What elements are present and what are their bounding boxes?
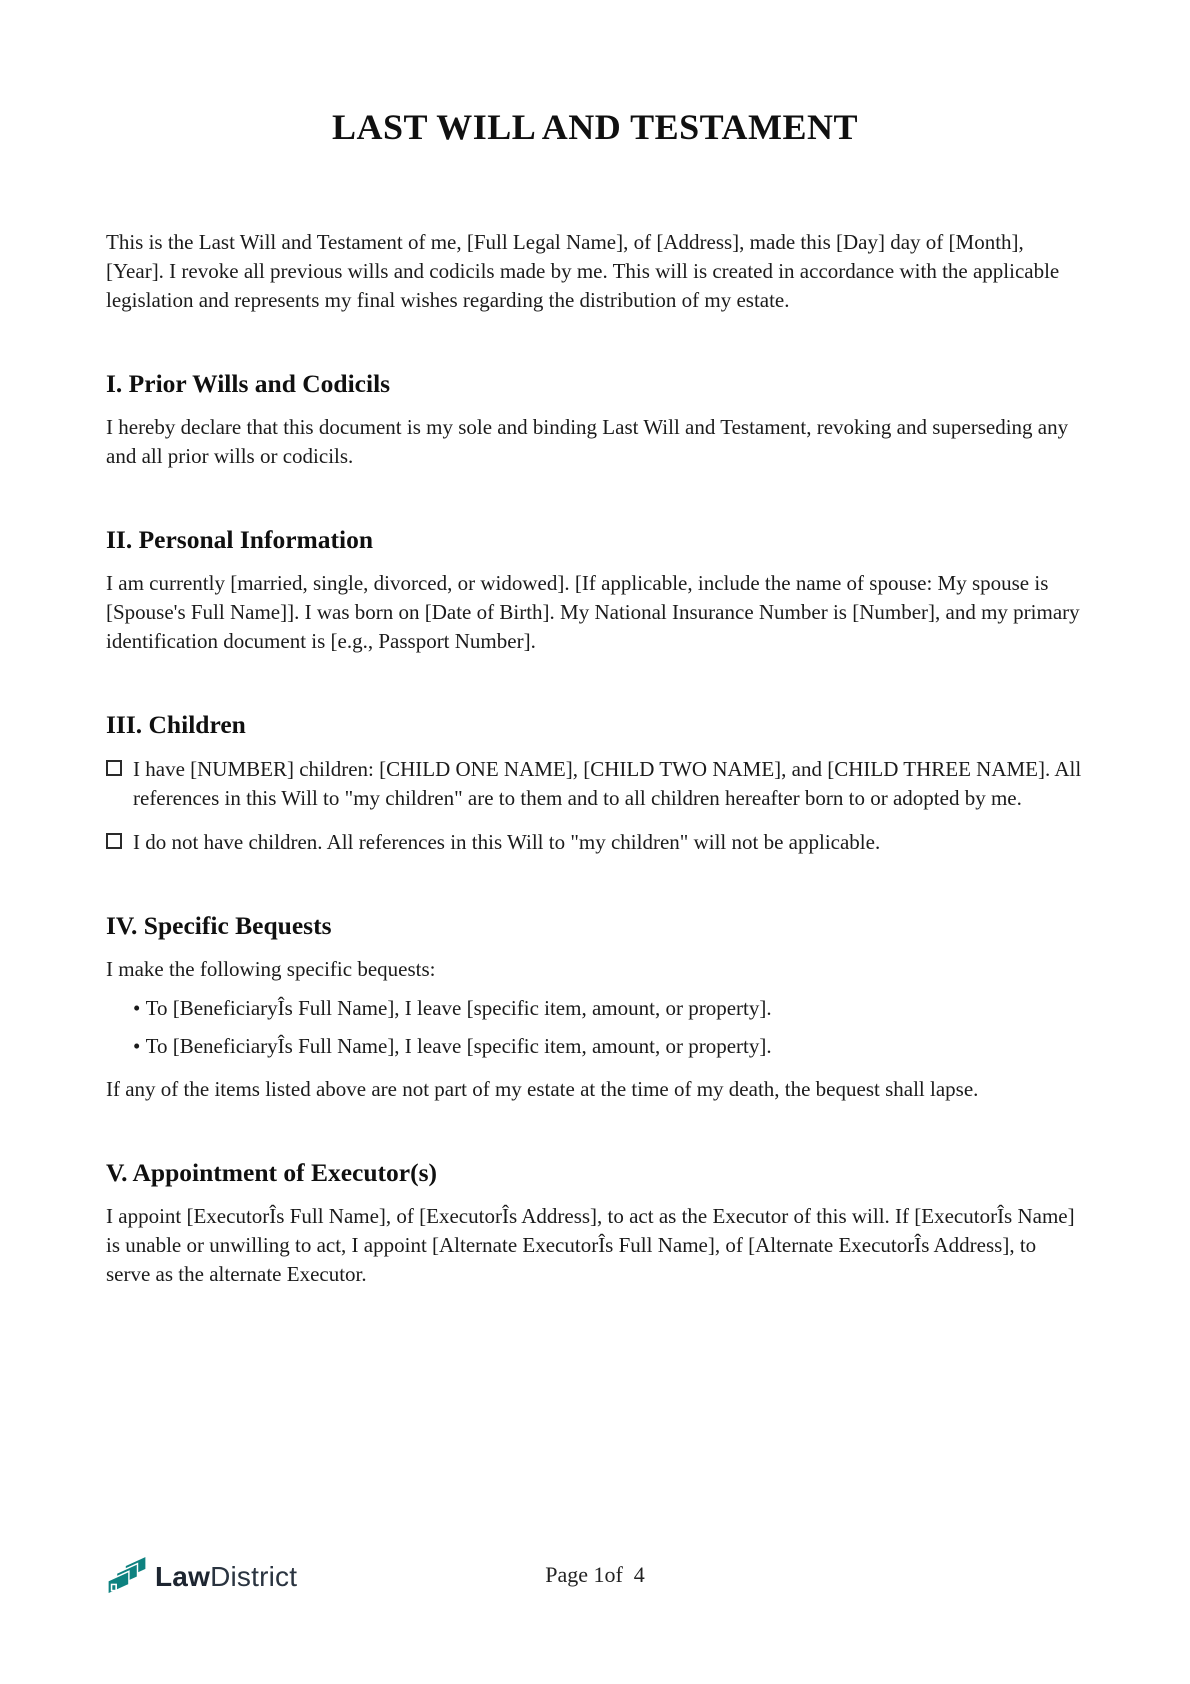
section-specific-bequests: [106, 910, 1084, 1104]
bequests-closing-paragraph: If any of the items listed above are not part of my estate at the time of my death, the bequest shall lapse.: [106, 1077, 979, 1101]
checkbox-item-have-children: [106, 755, 1084, 813]
section-heading-children: III. Children: [106, 710, 246, 739]
section-heading-executors: V. Appointment of Executor(s): [106, 1158, 438, 1187]
have-children-checkbox[interactable]: [106, 760, 122, 776]
bequests-list: [106, 994, 1084, 1061]
section-heading-personal-information: II. Personal Information: [106, 525, 374, 554]
bequest-item: • To [BeneficiaryÎs Full Name], I leave [specific item, amount, or property].: [133, 994, 1084, 1023]
no-children-checkbox[interactable]: [106, 833, 122, 849]
logo-text-law: Law: [155, 1561, 211, 1592]
document-title: LAST WILL AND TESTAMENT: [331, 107, 859, 147]
bequests-lead-paragraph: I make the following specific bequests:: [106, 957, 436, 981]
section-personal-information: [106, 524, 1084, 656]
bequest-item: • To [BeneficiaryÎs Full Name], I leave [specific item, amount, or property].: [133, 1032, 1084, 1061]
checkbox-item-no-children: [106, 828, 1084, 857]
section-appointment-of-executors: [106, 1157, 1084, 1289]
checkbox-label: I do not have children. All references in this Will to "my children" will not be applicable.: [133, 830, 881, 854]
section-paragraph: I hereby declare that this document is my sole and binding Last Will and Testament, revoking and superseding any and all prior wills or codicils.: [106, 415, 1069, 468]
section-children: [106, 709, 1084, 857]
page-footer: [0, 1552, 1190, 1604]
section-prior-wills: [106, 368, 1084, 471]
checkbox-label: I have [NUMBER] children: [CHILD ONE NAME], [CHILD TWO NAME], and [CHILD THREE NAME]. All references in this Will to "my children" are to them and to all children hereafter born to or adopted by me.: [133, 757, 1082, 810]
section-paragraph: I appoint [ExecutorÎs Full Name], of [ExecutorÎs Address], to act as the Executor of this will. If [ExecutorÎs Name] is unable or unwilling to act, I appoint [Alternate ExecutorÎs Full Name], of [Alternate ExecutorÎs Address], to serve as the alternate Executor.: [106, 1204, 1075, 1286]
section-paragraph: I am currently [married, single, divorced, or widowed]. [If applicable, include the name of spouse: My spouse is [Spouse's Full Name]]. I was born on [Date of Birth]. My National Insurance Number is [Number], and my primary identification document is [e.g., Passport Number].: [106, 571, 1080, 653]
logo-text-district: District: [210, 1561, 298, 1592]
intro-paragraph: This is the Last Will and Testament of me, [Full Legal Name], of [Address], made this [Day] day of [Month], [Year]. I revoke all previous wills and codicils made by me. This will is created in accordance with the applicable legislation and represents my final wishes regarding the distribution of my estate.: [106, 230, 1060, 312]
section-heading-prior-wills: I. Prior Wills and Codicils: [106, 369, 391, 398]
section-heading-specific-bequests: IV. Specific Bequests: [106, 911, 332, 940]
page-number: Page 1of 4: [545, 1562, 645, 1587]
